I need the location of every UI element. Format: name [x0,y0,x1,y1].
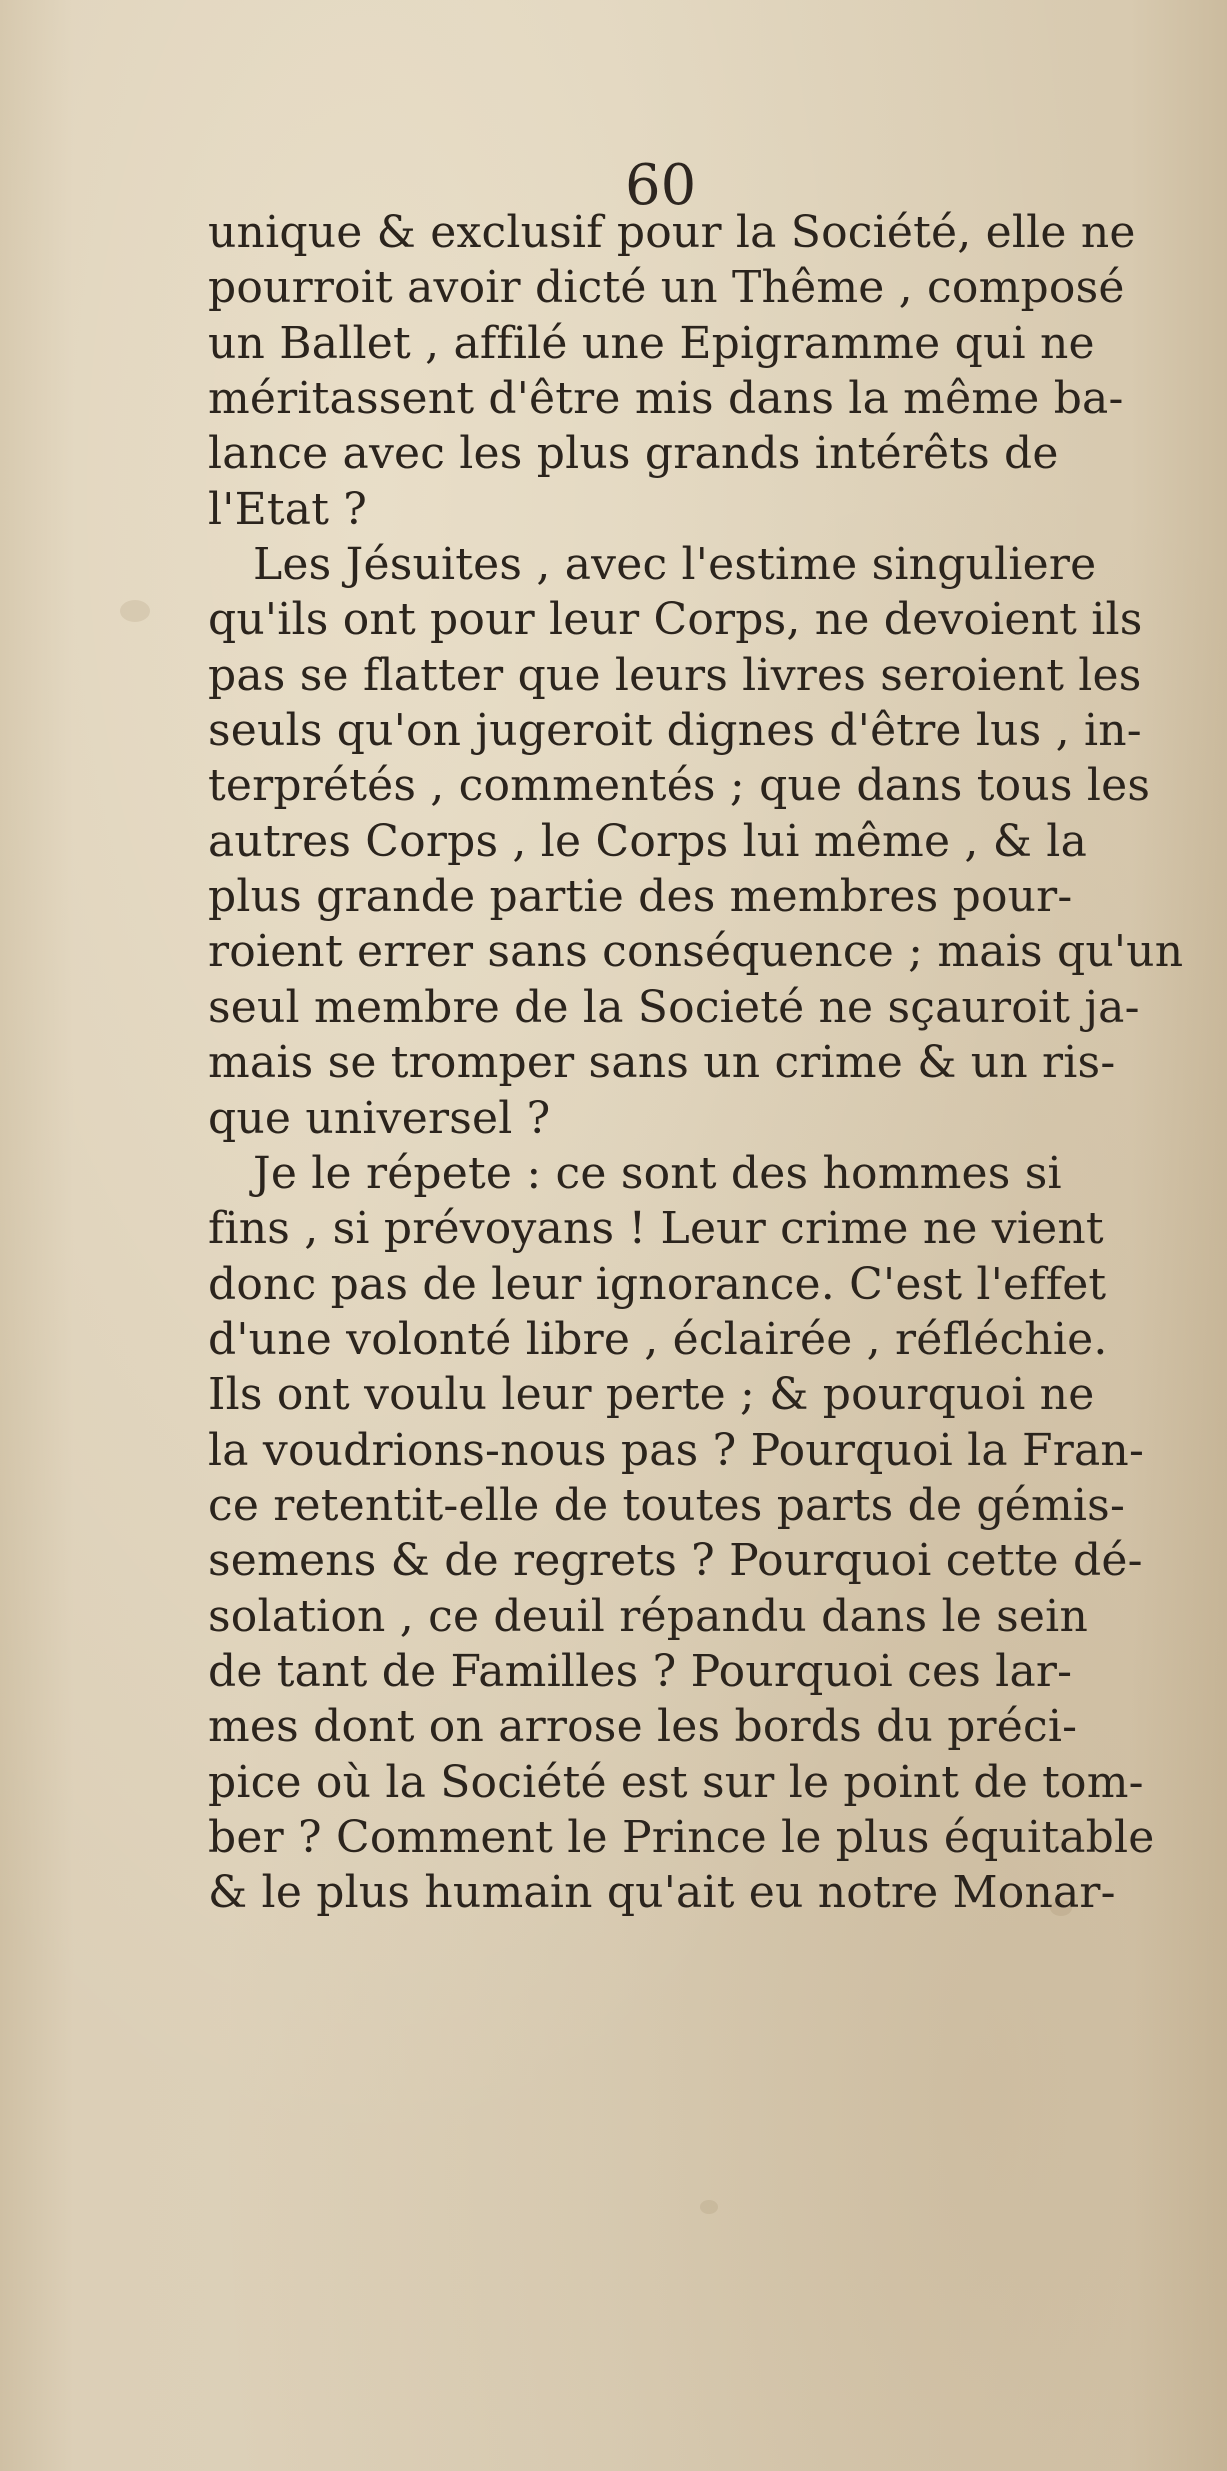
text-line: solation , ce deuil répandu dans le sein [208,1590,1088,1642]
paper-stain [120,600,150,622]
text-line: de tant de Familles ? Pourquoi ces lar- [208,1645,1073,1697]
text-line: autres Corps , le Corps lui même , & la [208,815,1088,867]
text-line: que universel ? [208,1092,551,1144]
paragraph-start-line: Les Jésuites , avec l'estime singuliere [253,539,1097,591]
text-line: semens & de regrets ? Pourquoi cette dé- [208,1535,1143,1587]
text-line: ce retentit-elle de toutes parts de gémis- [208,1479,1126,1531]
paper-stain [700,2200,718,2214]
page-number: 60 [625,153,697,218]
text-line: pas se flatter que leurs livres seroient les [208,649,1142,701]
paragraph-start-line: Je le répete : ce sont des hommes si [253,1147,1062,1199]
text-line: seuls qu'on jugeroit dignes d'être lus , in- [208,705,1142,757]
text-line: mais se tromper sans un crime & un ris- [208,1037,1116,1089]
body-text [208,205,1208,1921]
text-line: lance avec les plus grands intérêts de [208,428,1059,480]
text-line: ber ? Comment le Prince le plus équitable [208,1811,1155,1863]
text-line: pice où la Société est sur le point de tom- [208,1756,1144,1808]
text-line: unique & exclusif pour la Société, elle ne [208,207,1136,258]
text-line: terprétés , commentés ; que dans tous les [208,760,1151,812]
text-line: plus grande partie des membres pour- [208,871,1073,923]
text-line: donc pas de leur ignorance. C'est l'effet [208,1258,1107,1310]
text-line: fins , si prévoyans ! Leur crime ne vient [208,1203,1104,1255]
text-line: seul membre de la Societé ne sçauroit ja- [208,981,1140,1033]
text-line: Ils ont voulu leur perte ; & pourquoi ne [208,1369,1095,1421]
text-line: un Ballet , affilé une Epigramme qui ne [208,317,1095,369]
text-line: la voudrions-nous pas ? Pourquoi la Fran- [208,1424,1145,1476]
text-line: qu'ils ont pour leur Corps, ne devoient ils [208,594,1143,646]
text-line: & le plus humain qu'ait eu notre Monar- [208,1867,1116,1919]
text-line: d'une volonté libre , éclairée , réfléchie. [208,1313,1108,1365]
text-line: roient errer sans conséquence ; mais qu'un [208,926,1184,978]
text-line: mes dont on arrose les bords du préci- [208,1701,1078,1753]
text-line: pourroit avoir dicté un Thême , composé [208,262,1125,314]
text-line: méritassent d'être mis dans la même ba- [208,373,1124,425]
text-line: l'Etat ? [208,483,368,535]
